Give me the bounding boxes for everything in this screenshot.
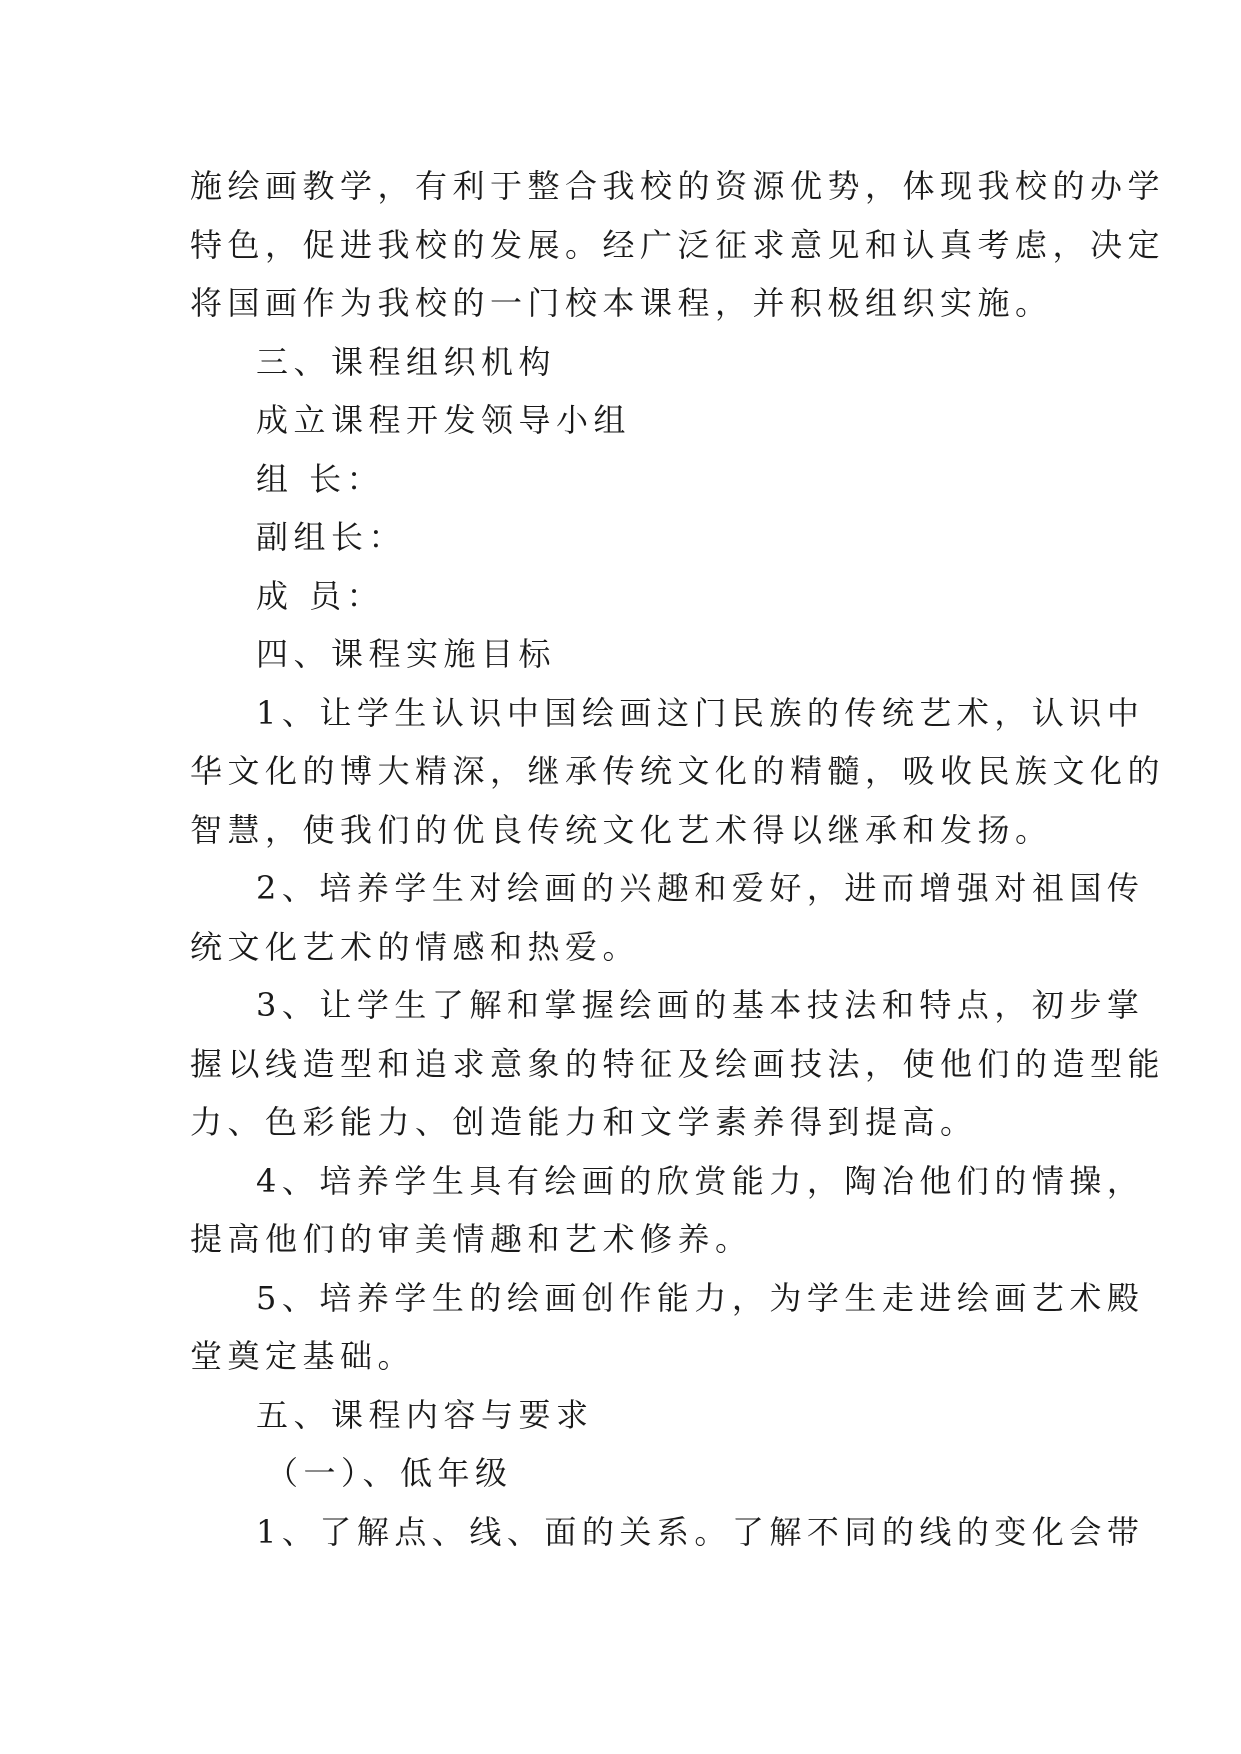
text-line-12: 智慧，使我们的优良传统文化艺术得以继承和发扬。: [190, 810, 1053, 849]
text-line-3: 将国画作为我校的一门校本课程，并积极组织实施。: [190, 284, 1053, 322]
text-line-17: 力、色彩能力、创造能力和文学素养得到提高。: [190, 1103, 978, 1141]
leader-label: 组 长：: [256, 459, 385, 498]
text-line-2: 特色，促进我校的发展。经广泛征求意见和认真考虑，决定: [190, 225, 1166, 264]
deputy-leader-label: 副组长：: [256, 518, 407, 556]
text-line-19: 提高他们的审美情趣和艺术修养。: [190, 1220, 753, 1258]
text-line-16: 握以线造型和追求意象的特征及绘画技法，使他们的造型能: [190, 1044, 1166, 1083]
document-body: [190, 157, 1166, 1561]
text-line-14: 统文化艺术的情感和热爱。: [190, 927, 641, 966]
text-line-24: 1、了解点、线、面的关系。了解不同的线的变化会带: [256, 1512, 1145, 1551]
subsection-heading-1: （一）、低年级: [266, 1454, 513, 1492]
text-line-15: 3、让学生了解和掌握绘画的基本技法和特点，初步掌: [256, 986, 1145, 1024]
section-heading-4: 四、课程实施目标: [256, 635, 557, 673]
text-line-10: 1、让学生认识中国绘画这门民族的传统艺术，认识中: [256, 693, 1145, 732]
text-line-21: 堂奠定基础。: [190, 1337, 416, 1375]
section-heading-3: 三、课程组织机构: [256, 342, 557, 381]
text-line-5: 成立课程开发领导小组: [256, 401, 632, 439]
text-line-20: 5、培养学生的绘画创作能力，为学生走进绘画艺术殿: [256, 1278, 1145, 1317]
text-line-13: 2、培养学生对绘画的兴趣和爱好，进而增强对祖国传: [256, 869, 1145, 907]
section-heading-5: 五、课程内容与要求: [256, 1395, 594, 1434]
text-line-11: 华文化的博大精深，继承传统文化的精髓，吸收民族文化的: [190, 752, 1166, 790]
text-line-1: 施绘画教学，有利于整合我校的资源优势，体现我校的办学: [190, 167, 1166, 205]
members-label: 成 员：: [256, 576, 385, 615]
text-line-18: 4、培养学生具有绘画的欣赏能力，陶冶他们的情操，: [256, 1161, 1145, 1200]
